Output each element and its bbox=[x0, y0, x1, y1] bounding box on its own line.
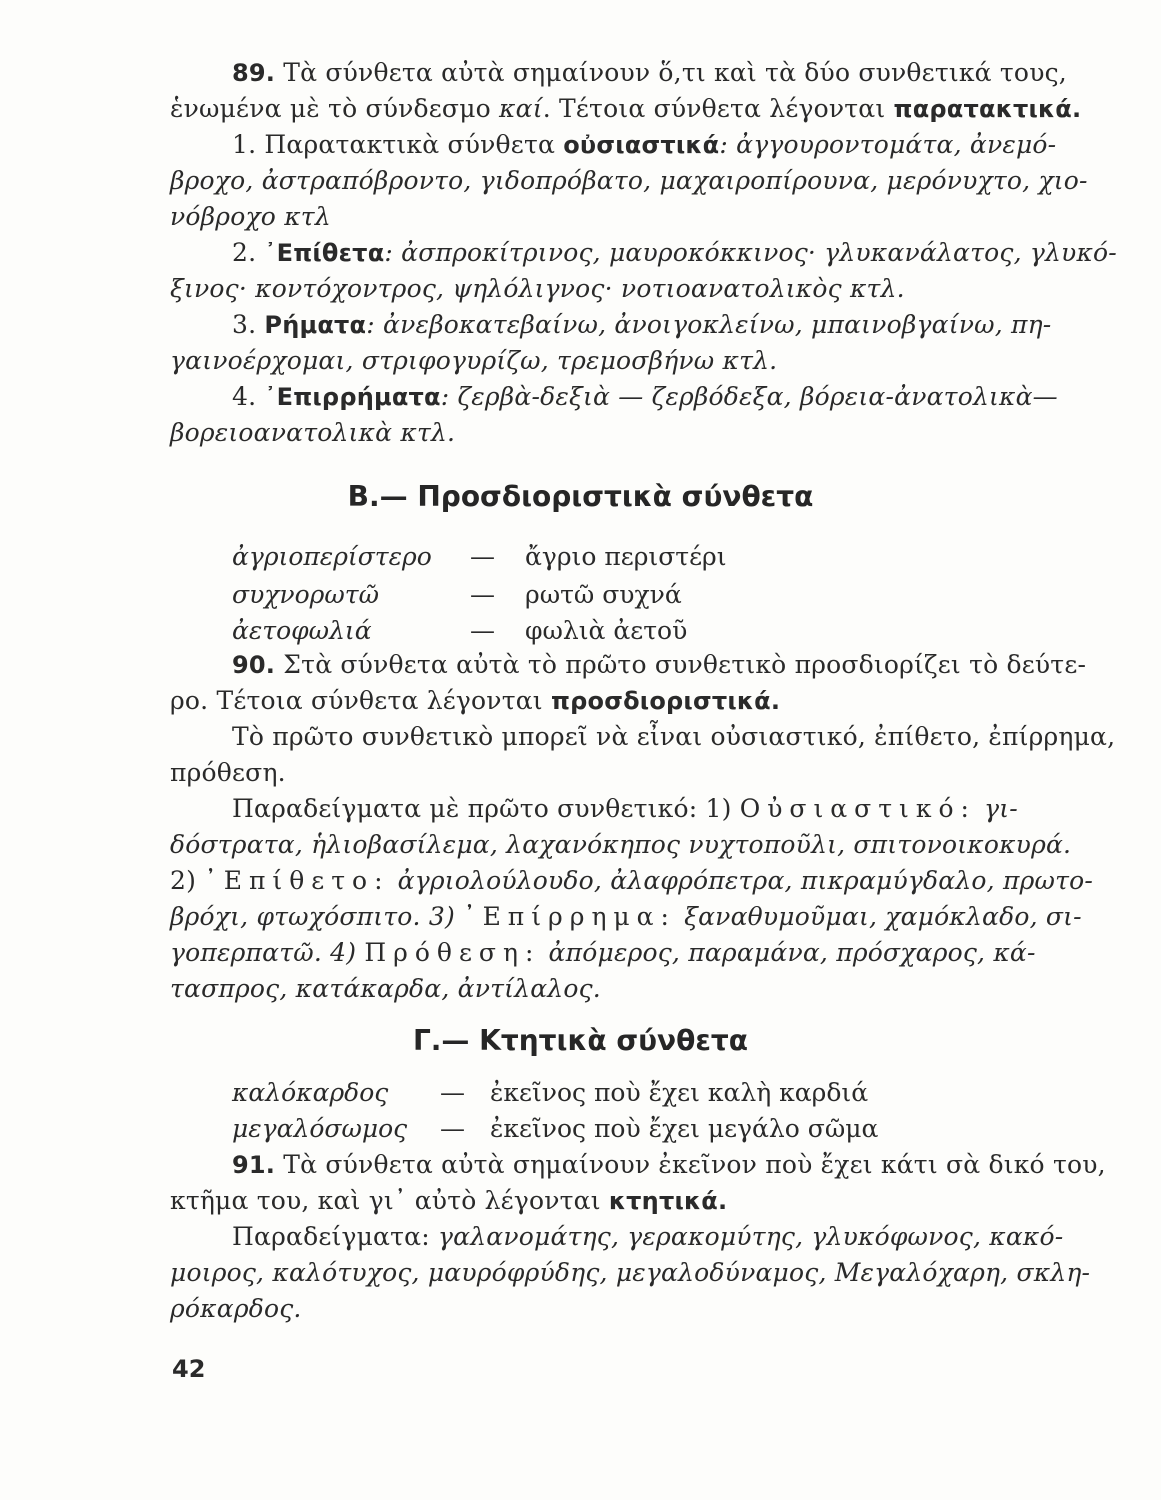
b-row-2-dash: — bbox=[470, 580, 495, 609]
b-row-1-word: ἀγριοπερίστερο bbox=[232, 542, 432, 571]
examples: βρόχι, φτωχόσπιτο. 3) bbox=[170, 902, 464, 931]
b-row-3-word: ἀετοφωλιά bbox=[232, 616, 372, 645]
examples-line-3 bbox=[170, 864, 1093, 898]
text: Τὰ σύνθετα αὐτὰ σημαίνουν ἐκεῖνον ποὺ ἔχει κάτι σὰ δικό του, bbox=[283, 1150, 1106, 1179]
para-number-89: 89. bbox=[232, 59, 276, 87]
para-91-line-4: μοιρος, καλότυχος, μαυρόφρύδης, μεγαλοδύναμος, Μεγαλόχαρη, σκλη- bbox=[170, 1258, 1091, 1287]
spaced-term: ᾿Επίρρημα: bbox=[463, 902, 676, 931]
examples-line-5 bbox=[170, 936, 1036, 970]
b-row-1-dash: — bbox=[470, 542, 495, 571]
g-row-2-dash: — bbox=[440, 1114, 465, 1143]
para-number-91: 91. bbox=[232, 1151, 276, 1179]
examples-line-1 bbox=[232, 792, 1032, 826]
examples: γαλανομάτης, γερακομύτης, γλυκόφωνος, κακό- bbox=[438, 1222, 1064, 1251]
item-2-line-1 bbox=[232, 236, 1117, 270]
text: 1. Παρατακτικὰ σύνθετα bbox=[232, 130, 564, 159]
text: ἑνωμένα μὲ τὸ σύνδεσμο bbox=[170, 94, 500, 123]
g-row-1-dash: — bbox=[440, 1078, 465, 1107]
item-4-line-1 bbox=[232, 380, 1058, 414]
section-b-heading: Β.— Προσδιοριστικὰ σύνθετα bbox=[347, 480, 814, 513]
bold-term: οὐσιαστικά bbox=[563, 131, 720, 159]
para-number-90: 90. bbox=[232, 651, 276, 679]
text: Παραδείγματα: bbox=[232, 1222, 439, 1251]
g-row-1-meaning: ἐκεῖνος ποὺ ἔχει καλὴ καρδιά bbox=[490, 1078, 869, 1107]
para-91-line-1 bbox=[232, 1148, 1106, 1182]
para-89-line-1 bbox=[232, 56, 1067, 90]
text: 2. bbox=[232, 238, 265, 267]
examples: ἀγριολούλουδο, ἀλαφρόπετρα, πικραμύγδαλο, πρωτο- bbox=[389, 866, 1093, 895]
para-91-line-3 bbox=[232, 1220, 1064, 1254]
spaced-term: Πρόθεση: bbox=[364, 938, 541, 967]
text: Στὰ σύνθετα αὐτὰ τὸ πρῶτο συνθετικὸ προσδιορίζει τὸ δεύτε- bbox=[283, 650, 1087, 679]
item-2-line-2: ξινος· κοντόχοντρος, ψηλόλιγνος· νοτιοανατολικὸς κτλ. bbox=[170, 274, 905, 303]
bold-term: παρατακτικά. bbox=[893, 95, 1082, 123]
examples: γοπερπατῶ. 4) bbox=[170, 938, 365, 967]
examples-line-6: τασπρος, κατάκαρδα, ἀντίλαλος. bbox=[170, 974, 601, 1003]
spaced-term: ᾿Επίθετο: bbox=[204, 866, 390, 895]
para-90-line-2 bbox=[170, 684, 1030, 718]
text: 2) bbox=[170, 866, 205, 895]
examples-line-2: δόστρατα, ἡλιοβασίλεμα, λαχανόκηπος νυχτοποῦλι, σπιτονοικοκυρά. bbox=[170, 830, 1072, 859]
g-row-1-word: καλόκαρδος bbox=[232, 1078, 389, 1107]
bold-term: Ρήματα bbox=[264, 311, 367, 339]
para-91-line-2 bbox=[170, 1184, 1030, 1218]
examples: ἀπόμερος, παραμάνα, πρόσχαρος, κά- bbox=[540, 938, 1036, 967]
text: Παραδείγματα μὲ πρῶτο συνθετικό: 1) bbox=[232, 794, 740, 823]
section-g-heading: Γ.— Κτητικὰ σύνθετα bbox=[412, 1024, 749, 1057]
italic-term: καί bbox=[499, 94, 543, 123]
text: γι- bbox=[975, 794, 1018, 823]
page-number: 42 bbox=[172, 1355, 206, 1383]
bold-term: ᾿Επιρρήματα bbox=[264, 383, 441, 411]
text: . Τέτοια σύνθετα λέγονται bbox=[542, 94, 894, 123]
para-91-line-5: ρόκαρδος. bbox=[170, 1294, 302, 1323]
para-89-line-2 bbox=[170, 92, 1082, 126]
para-89-text: Τὰ σύνθετα αὐτὰ σημαίνουν ὅ,τι καὶ τὰ δύο συνθετικά τους, bbox=[283, 58, 1067, 87]
para-90-line-1 bbox=[232, 648, 1087, 682]
g-row-2-word: μεγαλόσωμος bbox=[232, 1114, 408, 1143]
b-row-1-meaning: ἄγριο περιστέρι bbox=[525, 542, 727, 571]
item-3-line-1 bbox=[232, 308, 1052, 342]
b-row-3-dash: — bbox=[470, 616, 495, 645]
examples: : ζερβὰ-δεξιὰ — ζερβόδεξα, βόρεια-ἀνατολικὰ— bbox=[440, 382, 1058, 411]
text: 3. bbox=[232, 310, 265, 339]
item-3-line-2: γαινοέρχομαι, στριφογυρίζω, τρεμοσβήνω κτλ. bbox=[170, 346, 778, 375]
item-4-line-2: βορειοανατολικὰ κτλ. bbox=[170, 418, 456, 447]
spaced-term: Οὐσιαστικό: bbox=[739, 794, 976, 823]
b-row-2-meaning: ρωτῶ συχνά bbox=[525, 580, 682, 609]
b-row-2-word: συχνορωτῶ bbox=[232, 580, 379, 609]
para-90-line-4: πρόθεση. bbox=[170, 758, 286, 787]
examples-line-4 bbox=[170, 900, 1082, 934]
b-row-3-meaning: φωλιὰ ἀετοῦ bbox=[525, 616, 688, 645]
bold-term: ᾿Επίθετα bbox=[264, 239, 385, 267]
text: ρο. Τέτοια σύνθετα λέγονται bbox=[170, 686, 551, 715]
examples: : ἀγγουροντομάτα, ἀνεμό- bbox=[719, 130, 1057, 159]
item-1-line-2: βροχο, ἀστραπόβροντο, γιδοπρόβατο, μαχαιροπίρουνα, μερόνυχτο, χιο- bbox=[170, 166, 1088, 195]
examples: : ἀσπροκίτρινος, μαυροκόκκινος· γλυκανάλατος, γλυκό- bbox=[384, 238, 1117, 267]
text: κτῆμα του, καὶ γι᾿ αὐτὸ λέγονται bbox=[170, 1186, 609, 1215]
bold-term: κτητικά. bbox=[608, 1187, 728, 1215]
examples: ξαναθυμοῦμαι, χαμόκλαδο, σι- bbox=[675, 902, 1082, 931]
item-1-line-3: νόβροχο κτλ bbox=[170, 202, 331, 231]
bold-term: προσδιοριστικά. bbox=[550, 687, 781, 715]
examples: : ἀνεβοκατεβαίνω, ἀνοιγοκλείνω, μπαινοβγαίνω, πη- bbox=[366, 310, 1052, 339]
item-1-line-1 bbox=[232, 128, 1057, 162]
text: 4. bbox=[232, 382, 265, 411]
g-row-2-meaning: ἐκεῖνος ποὺ ἔχει μεγάλο σῶμα bbox=[490, 1114, 879, 1143]
para-90-line-3: Τὸ πρῶτο συνθετικὸ μπορεῖ νὰ εἶναι οὐσιαστικό, ἐπίθετο, ἐπίρρημα, bbox=[232, 722, 1116, 751]
